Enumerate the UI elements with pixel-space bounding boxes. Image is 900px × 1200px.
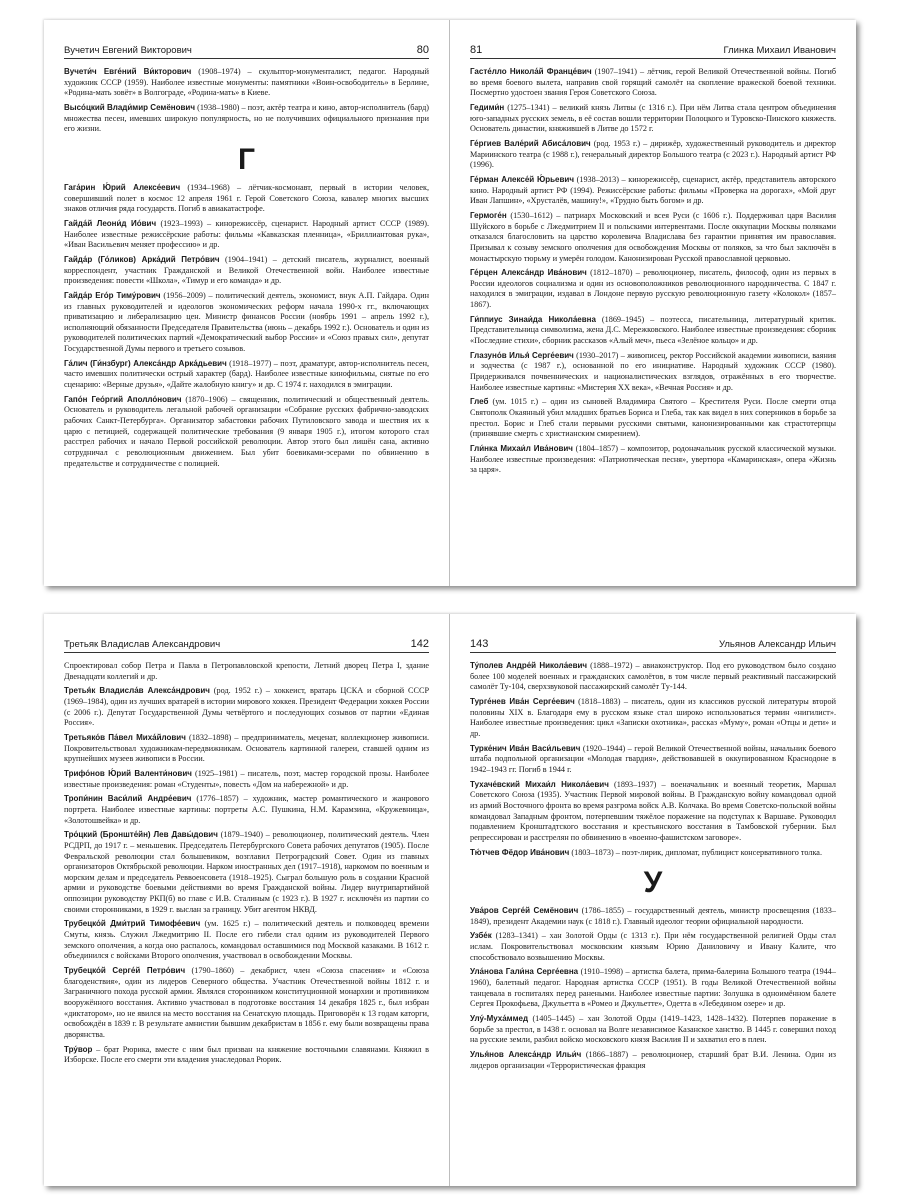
- dictionary-entry: [470, 139, 836, 171]
- dictionary-entry: [64, 291, 429, 355]
- entry-text: (1869–1945) – поэтесса, писательница, литературный критик. Представительница символизма, жена Д.С. Мережковского. Наиболее известные произведения: сборник «Последние стихи», сборник рассказов «Алый меч», пьеса «Зелёное кольцо» и др.: [470, 314, 836, 346]
- entry-text: Спроектировал собор Петра и Павла в Петропавловской крепости, Летний дворец Петра I, здание Двенадцати коллегий и др.: [64, 661, 429, 681]
- dictionary-entry: [64, 219, 429, 251]
- entry-text: (1938–2013) – кинорежиссёр, сценарист, актёр, представитель авторского кино. Народный артист РФ (1994). Режиссёрские работы: фильмы «Проверка на дорогах», «Мой друг Иван Лапшин», «Хрусталёв, машину!», «Трудно быть богом» и др.: [470, 174, 836, 206]
- entry-name: Ге́рман Алексе́й Ю́рьевич: [470, 174, 574, 184]
- entry-text: (1956–2009) – политический деятель, экономист, внук А.П. Гайдара. Один из главных руководителей и идеологов экономических реформ начала 1990-х гг., включающих приватизацию и либерализацию цен. Министр финансов России (ноябрь 1991 – апрель 1992 г.), исполняющий обязанности Председателя Правительства (июнь – декабрь 1992 г.). Основатель и один из руководителей политических партий «Демократический выбор России» и «Союз правых сил», депутат Государственной Думы первого и третьего созывов.: [64, 290, 429, 354]
- entry-text: (1776–1857) – художник, мастер романтического и жанрового портрета. Наиболее известные картины: портреты А.С. Пушкина, Н.М. Карамзина, «Кружевница», «Золотошвейка» и др.: [64, 794, 429, 825]
- dictionary-entry: [470, 744, 836, 776]
- entry-text: (1893–1937) – военачальник и военный теоретик, Маршал Советского Союза (1935). Участник Первой мировой войны. В Гражданскую войну командовал одной из армий Восточного фронта во время разгрома войск А.В. Колчака. Во время Советско-польской войны командовал Западным фронтом, потерпевшим тяжёлое поражение на подступах к Варшаве. Руководил подавлением Кронштадтского восстания и крестьянского восстания в Тамбовской губернии. Был репрессирован и расстрелян по обвинению в «военно-фашистском заговоре».: [470, 779, 836, 842]
- entry-name: Третья́к Владисла́в Алекса́ндрович: [64, 686, 210, 696]
- entry-name: Улья́нов Алекса́ндр Ильи́ч: [470, 1050, 582, 1060]
- entry-name: Глеб: [470, 397, 489, 407]
- entry-text: (1923–1993) – кинорежиссёр, сценарист. Народный артист СССР (1989). Наиболее известные режиссёрские работы: фильмы «Кавказская пленница», «Бриллиантовая рука», «Иван Васильевич меняет профессию» и др.: [64, 218, 429, 250]
- entry-text: (1907–1941) – лётчик, герой Великой Отечественной войны. Погиб во время боевого вылета, направив свой горящий самолёт на скопление вражеской боевой техники. Посмертно удостоен звания Героя Советского Союза.: [470, 67, 836, 98]
- entry-text: (1405–1445) – хан Золотой Орды (1419–1423, 1428–1432). Потерпев поражение в борьбе за престол, в 1438 г. основал на Волге независимое Казанское ханство. В 1445 г. совершил поход на русские земли, разбил войско московского князя Василия II и захватил его в плен.: [470, 1014, 836, 1045]
- entry-text: (1888–1972) – авиаконструктор. Под его руководством было создано более 100 моделей военных и гражданских самолётов, в том числе первый реактивный пассажирский самолёт Ту-104, сверхзвуковой пассажирский самолёт Ту-144.: [470, 661, 836, 692]
- dictionary-entry: [64, 830, 429, 915]
- entry-name: Ува́ров Серге́й Семёнович: [470, 906, 579, 916]
- entry-name: Трубецко́й Дми́трий Тимофе́евич: [64, 919, 201, 929]
- entry-text: (1908–1974) – скульптор-монументалист, педагог. Народный художник СССР (1959). Наиболее известные монументы: памятники «Воин-освободитель» в Берлине, «Родина-мать зовёт» в Волгограде, «Родина-мать» в Киеве.: [64, 67, 430, 98]
- entry-name: Гайда́р (Го́ликов) Арка́дий Петро́вич: [64, 254, 220, 264]
- entry-text: (1790–1860) – декабрист, член «Союза спасения» и «Союза благоденствия», один из лидеров Северного общества. Участник Отечественной войны 1812 г. и Заграничного похода русской армии. Являлся сторонником конституционной монархии и противником вооружённого восстания. Активно участвовал в подготовке восстания 14 декабря 1825 г., был избран «диктатором», но не явился на место восстания на Сенатскую площадь. Приговорён к 13 годам каторги, освобождён в 1839 г. В результате амнистии бывшим декабристам в 1856 г. ему были возвращены права дворянства.: [64, 966, 429, 1039]
- dictionary-entry: [64, 966, 429, 1041]
- entry-text: (род. 1953 г.) – дирижёр, художественный руководитель и директор Мариинского театра (с 1988 г.), генеральный директор Большого театра (с 2023 г.). Народный артист РФ (1996).: [470, 138, 836, 170]
- entry-text: (1803–1873) – поэт-лирик, дипломат, публицист консервативного толка.: [569, 847, 822, 857]
- entry-text: (1866–1887) – революционер, старший брат В.И. Ленина. Один из лидеров организации «Террористическая фракция: [470, 1050, 836, 1070]
- dictionary-entry: [470, 268, 836, 311]
- dictionary-entry: [64, 661, 429, 682]
- dictionary-entry: [64, 1045, 429, 1066]
- entries-column: [64, 67, 429, 469]
- dictionary-entry: [64, 686, 429, 729]
- entry-name: Ге́ргиев Вале́рий Абиса́лович: [470, 138, 591, 148]
- running-head-title: Ульянов Александр Ильич: [718, 639, 836, 650]
- entry-name: Узбе́к: [470, 931, 492, 941]
- book-page: [44, 614, 450, 1186]
- section-letter: Г: [237, 142, 255, 176]
- book-page: [450, 20, 856, 586]
- page-number: 80: [416, 44, 429, 56]
- book-page: [450, 614, 856, 1186]
- dictionary-entry: [64, 103, 429, 135]
- entries-column: [470, 661, 836, 1071]
- entry-name: Турке́нич Ива́н Васи́льевич: [470, 743, 581, 753]
- entry-name: Гасте́лло Никола́й Франце́вич: [470, 67, 592, 76]
- entry-text: (1812–1870) – революционер, писатель, философ, один из первых в России идеологов социализма и один из основоположников революционного народничества. С 1847 г. находился в эмиграции, издавал в Лондоне первую русскую революционную газету «Колокол» (1857–1867).: [470, 268, 836, 310]
- dictionary-entry: [470, 661, 836, 693]
- entry-text: (1275–1341) – великий князь Литвы (с 1316 г.). При нём Литва стала центром объединения юго-западных русских земель, в её состав вошли территории Полоцкого и Туровско-Пинского княжеств. Основатель династии, княжившей в Литве до 1572 г.: [470, 102, 836, 134]
- entry-name: Тухаче́вский Михаи́л Никола́евич: [470, 779, 609, 789]
- dictionary-entry: [470, 103, 836, 135]
- dictionary-entry: [470, 906, 836, 927]
- dictionary-entry: [64, 359, 429, 391]
- dictionary-entry: [64, 183, 429, 215]
- running-head: [64, 638, 429, 653]
- dictionary-entry: [470, 848, 836, 859]
- entry-text: (1930–2017) – живописец, ректор Российской академии живописи, ваяния и зодчества (с 1987 г.), основанной по его инициативе. Народный художник СССР (1980). Придерживался почвеннических и националистических взглядов, отражённых в его творчестве. Наиболее известные картины: «Мистерия XX века», «Вечная Россия» и др.: [470, 350, 836, 392]
- running-head-title: Глинка Михаил Иванович: [723, 45, 836, 56]
- dictionary-entry: [470, 351, 836, 394]
- entry-name: Гайда́р Его́р Тиму́рович: [64, 290, 161, 300]
- entry-text: (1918–1977) – поэт, драматург, автор-исполнитель песен, часто имевших политически острый характер (бард). Наиболее известные кинофильмы, снятые по его сценарию: «Верные друзья», «Дайте жалобную книгу» и др. С 1974 г. находился в эмиграции.: [64, 358, 430, 390]
- dictionary-entry: [470, 967, 836, 1010]
- entry-text: (ум. 1625 г.) – политический деятель и полководец времени Смуты, князь. Служил Лжедмитрию II. После его гибели стал одним из руководителей Первого земского ополчения, а когда оно распалось, командовал оставшимися под Москвой казаками. В 1612 г. объединился с войсками Второго ополчения, участвовал в освобождении Москвы.: [64, 919, 429, 961]
- dictionary-entry: [64, 733, 429, 765]
- dictionary-entry: [470, 780, 836, 844]
- entry-name: Турге́нев Ива́н Серге́евич: [470, 696, 575, 706]
- entry-text: (род. 1952 г.) – хоккеист, вратарь ЦСКА и сборной СССР (1969–1984), один из лучших вратарей в истории мирового хоккея. Президент Федерации хоккея России (с 2006 г.). Депутат Государственной Думы четвёртого и последующих созывов от партии «Единая Россия».: [64, 686, 429, 728]
- entry-name: Высо́цкий Влади́мир Семёнович: [64, 102, 195, 112]
- entry-text: (1920–1944) – герой Великой Отечественной войны, начальник боевого штаба подпольной организации «Молодая гвардия», действовавшей в оккупированном Краснодоне в 1942–1943 гг. Погиб в 1944 г.: [470, 743, 836, 774]
- running-head: [470, 638, 836, 653]
- entry-name: Гли́нка Михаи́л Ива́нович: [470, 444, 573, 453]
- entry-name: Гапо́н Гео́ргий Аполло́нович: [64, 394, 182, 404]
- entry-name: Вучети́ч Евге́ний Ви́кторович: [64, 67, 192, 76]
- section-letter: У: [643, 866, 663, 900]
- entry-text: (1804–1857) – композитор, родоначальник русской классической музыки. Наиболее известные произведения: «Патриотическая песня», увертюра «Камаринская», опера «Жизнь за царя».: [470, 444, 836, 475]
- entry-text: (1530–1612) – патриарх Московский и всея Руси (с 1606 г.). Поддерживал царя Василия Шуйского в борьбе с Лжедмитрием II и польскими интервентами. После оккупации Москвы поляками отказался благословить на царство королевича Владислава без гарантии принятия им православия. Призывал к созыву земского ополчения для освобождения Москвы от поляков, за что был заключён в монастырскую тюрьму и умерён голодом. Канонизирован Русской православной церковью.: [470, 210, 836, 263]
- dictionary-entry: [470, 1014, 836, 1046]
- entry-text: (1283–1341) – хан Золотой Орды (с 1313 г.). При нём государственной религией Орды стал ислам. Покровительствовал московским князьям Юрию Даниловичу и Ивану Калите, что способствовало возвышению Москвы.: [470, 931, 836, 962]
- running-head: [64, 44, 429, 59]
- entry-name: Гедими́н: [470, 102, 505, 112]
- entry-text: (1934–1968) – лётчик-космонавт, первый в истории человек, совершивший полет в космос 12 апреля 1961 г. Герой Советского Союза, кавалер многих высших знаков отличия ряда государств. Погиб в авиакатастрофе.: [64, 182, 429, 214]
- entry-name: Ту́полев Андре́й Никола́евич: [470, 661, 588, 670]
- entries-column: [64, 661, 429, 1066]
- running-head-title: Вучетич Евгений Викторович: [64, 45, 192, 56]
- entry-text: (1879–1940) – революционер, политический деятель. Член РСДРП, до 1917 г. – меньшевик. Председатель Петербургского Совета рабочих депутатов (1905). После Февральской революции стал большевиком, возглавил Петроградский Совет. Один из главных организаторов Октябрьской революции. Нарком иностранных дел (1917–1918), наркомом по военным и морским делам и председатель Реввоенсовета (1918–1925). Сыграл большую роль в создании Красной армии и руководстве боевыми действиями во время Гражданской войны. Лидер внутрипартийной оппозиции руководству РКП(б) во главе с И.В. Сталиным (с 1923 г.). В 1927 г. исключён из партии со своими сторонниками, в 1929 г. выслан за границу. Убит агентом НКВД.: [64, 830, 430, 914]
- entry-text: (1786–1855) – государственный деятель, министр просвещения (1833–1849), президент Академии наук (с 1818 г.). Главный идеолог теории официальной народности.: [470, 906, 836, 926]
- entry-name: Ула́нова Гали́на Серге́евна: [470, 967, 579, 977]
- dictionary-entry: [470, 697, 836, 740]
- book-page: [44, 20, 450, 586]
- entry-name: Трубецко́й Серге́й Петро́вич: [64, 966, 186, 976]
- dictionary-entry: [64, 769, 429, 790]
- book-spread-top: [44, 20, 856, 586]
- page-number: 143: [470, 638, 489, 650]
- dictionary-entry: [470, 1050, 836, 1071]
- entry-name: Гермоге́н: [470, 210, 507, 220]
- entry-text: (1938–1980) – поэт, актёр театра и кино, автор-исполнитель (бард) множества песен, имевших широкую популярность, но не получивших официального признания при его жизни.: [64, 102, 429, 134]
- dictionary-entry: [470, 397, 836, 440]
- book-spread-bottom: [44, 614, 856, 1186]
- page-number: 81: [470, 44, 483, 56]
- entry-name: Ги́ппиус Зинаи́да Никола́евна: [470, 314, 596, 324]
- dictionary-entry: [64, 67, 429, 99]
- page-number: 142: [410, 638, 429, 650]
- entry-text: (1925–1981) – писатель, поэт, мастер городской прозы. Наиболее известные произведения: роман «Студенты», повесть «Дом на набережной» и др.: [64, 768, 429, 789]
- running-head: [470, 44, 836, 59]
- entry-text: (1832–1898) – предприниматель, меценат, коллекционер живописи. Покровительствовал художникам-передвижникам. Основатель картинной галереи, ставшей одним из крупнейших музеев живописи в России.: [64, 732, 430, 764]
- entry-text: (1910–1998) – артистка балета, прима-балерина Большого театра (1944–1960), балетный педагог. Народная артистка СССР (1951). В годы Великой Отечественной войны танцевала в госпиталях перед ранеными. Наиболее известные партии: Золушка в одноимённом балете Сергея Прокофьева, Джульетта в «Ромео и Джульетте», Одетта в «Лебедином озере» и др.: [470, 967, 836, 1009]
- entry-name: Трифо́нов Ю́рий Валенти́нович: [64, 768, 192, 778]
- dictionary-entry: [64, 794, 429, 826]
- entry-name: Тропи́нин Васи́лий Андре́евич: [64, 794, 192, 804]
- dictionary-entry: [64, 255, 429, 287]
- dictionary-entry: [470, 315, 836, 347]
- entry-name: Улу́-Муха́ммед: [470, 1014, 529, 1024]
- entry-text: (1870–1906) – священник, политический и общественный деятель. Основатель и руководитель легальной рабочей организации «Собрание русских фабрично-заводских рабочих Санкт-Петербурга». Организатор забастовки рабочих Путиловского завода и шествия их к царю с петицией, содержащей политические требования (9 января 1905 г.), итогом которого стал расстрел рабочих и начало Первой российской революции. Автор этого был лишён сана, активно сотрудничал с революционным движением. Был убит боевиками-эсерами по обвинению в предательстве и сотрудничестве с полицией.: [64, 394, 429, 468]
- entry-name: Тро́цкий (Бронште́йн) Лев Давы́дович: [64, 830, 218, 840]
- dictionary-entry: [470, 175, 836, 207]
- entry-name: Тю́тчев Фёдор Ива́нович: [470, 847, 570, 857]
- dictionary-entry: [470, 444, 836, 476]
- entries-column: [470, 67, 836, 476]
- entry-name: Га́лич (Ги́нзбург) Алекса́ндр Арка́дьевич: [64, 358, 227, 368]
- entry-name: Гайда́й Леони́д Ио́вич: [64, 218, 157, 228]
- entry-name: Третьяко́в Па́вел Миха́йлович: [64, 732, 186, 742]
- entry-text: (1818–1883) – писатель, один из классиков русской литературы второй половины XIX в. Благодаря ему в русском языке стал широко использоваться термин «нигилист». Наиболее известные произведения: цикл «Записки охотника», рассказ «Муму», роман «Отцы и дети» и др.: [470, 696, 836, 738]
- dictionary-entry: [64, 919, 429, 962]
- entry-text: (ум. 1015 г.) – один из сыновей Владимира Святого – Крестителя Руси. После смерти отца Святополк Окаянный убил младших братьев Бориса и Глеба, так как видел в них соперников в борьбе за престол. Борис и Глеб стали первыми русскими святыми, канонизированными как страстотерпцы (принявшие смерть с христианским смирением).: [470, 397, 836, 439]
- entry-name: Тру́вор: [64, 1044, 93, 1054]
- entry-name: Гага́рин Ю́рий Алексе́евич: [64, 182, 181, 192]
- entry-text: – брат Рюрика, вместе с ним был призван на княжение восточными славянами. Княжил в Изборске. После его смерти эти владения унаследовал Рюрик.: [64, 1044, 429, 1065]
- dictionary-entry: [470, 67, 836, 99]
- entry-text: (1904–1941) – детский писатель, журналист, военный корреспондент, участник Гражданской и Великой Отечественной войн. Наиболее известные произведения: повести «Школа», «Тимур и его команда» и др.: [64, 254, 429, 286]
- dictionary-entry: [470, 931, 836, 963]
- entry-name: Глазуно́в Илья́ Серге́евич: [470, 350, 574, 360]
- running-head-title: Третьяк Владислав Александрович: [64, 639, 221, 650]
- dictionary-entry: [470, 211, 836, 264]
- entry-name: Ге́рцен Алекса́ндр Ива́нович: [470, 268, 587, 278]
- dictionary-entry: [64, 395, 429, 470]
